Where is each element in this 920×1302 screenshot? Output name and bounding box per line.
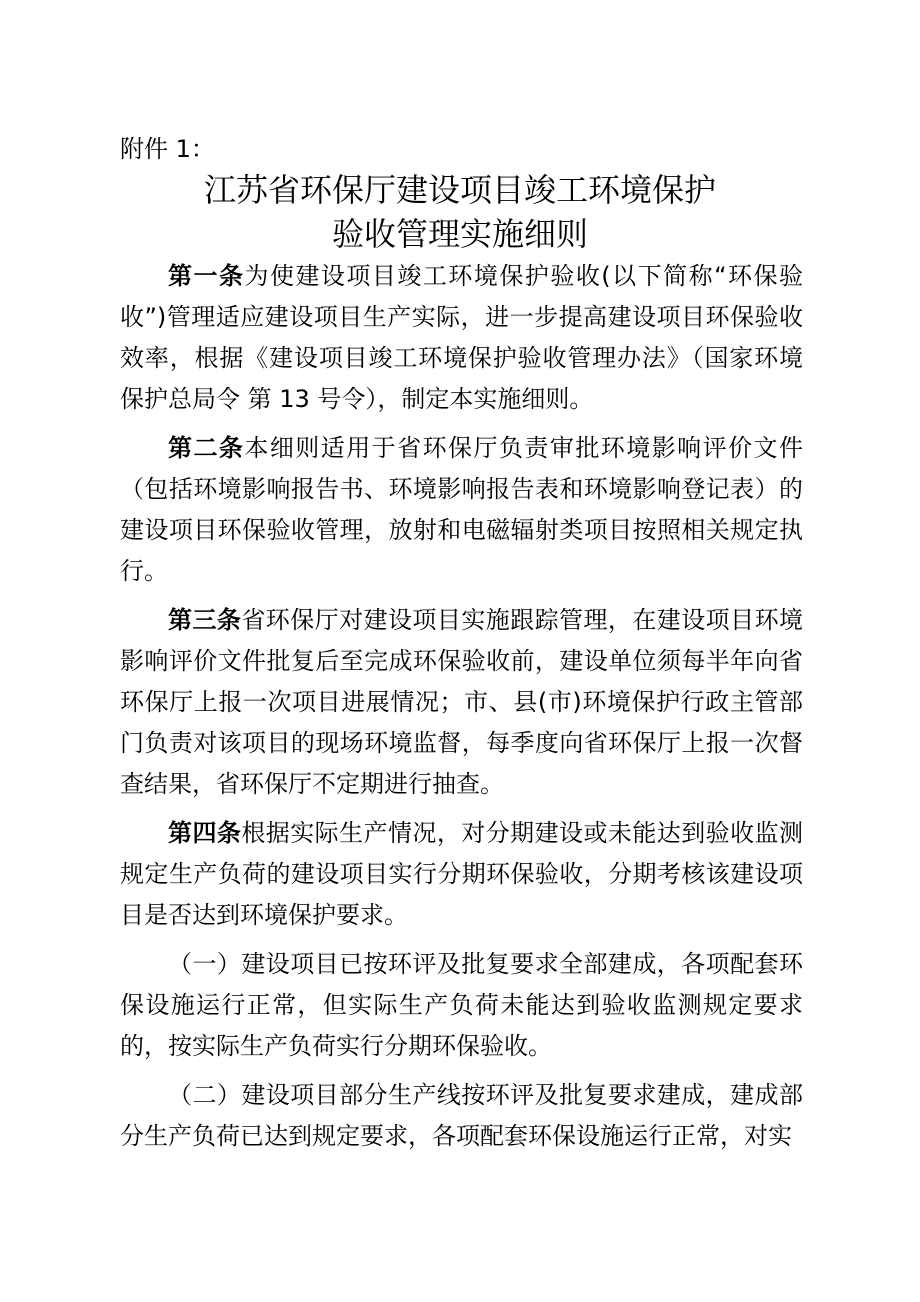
article-4-text: 根据实际生产情况，对分期建设或未能达到验收监测规定生产负荷的建设项目实行分期环保验收，分期考核该建设项目是否达到环境保护要求。 <box>120 819 804 929</box>
article-2-paragraph <box>120 428 803 592</box>
document-body <box>120 256 803 1165</box>
article-2-text: 本细则适用于省环保厅负责审批环境影响评价文件（包括环境影响报告书、环境影响报告表和环境影响登记表）的建设项目环保验收管理，放射和电磁辐射类项目按照相关规定执行。 <box>120 434 803 585</box>
item-2-text: （二）建设项目部分生产线按环评及批复要求建成，建成部分生产负荷已达到规定要求，各项配套环保设施运行正常，对实 <box>120 1081 803 1150</box>
document-title-line-2: 验收管理实施细则 <box>331 215 588 253</box>
article-1-paragraph <box>120 256 803 420</box>
item-1-text: （一）建设项目已按环评及批复要求全部建成，各项配套环保设施运行正常，但实际生产负荷未能达到验收监测规定要求的，按实际生产负荷实行分期环保验收。 <box>120 950 803 1060</box>
article-3-heading: 第三条 <box>168 606 242 634</box>
item-1-paragraph <box>120 944 803 1067</box>
article-2-heading: 第二条 <box>168 434 245 462</box>
document-title-line-1: 江苏省环保厅建设项目竣工环境保护 <box>203 171 716 209</box>
article-1-heading: 第一条 <box>168 262 245 290</box>
attachment-label: 附件 1： <box>120 135 215 163</box>
article-4-heading: 第四条 <box>168 819 242 847</box>
article-4-paragraph <box>120 813 803 936</box>
article-3-paragraph <box>120 600 803 805</box>
article-1-text: 为使建设项目竣工环境保护验收(以下简称“环保验收”)管理适应建设项目生产实际，进一步提高建设项目环保验收效率，根据《建设项目竣工环境保护验收管理办法》（国家环境保护总局令 第 13 号令），制定本实施细则。 <box>120 262 804 413</box>
article-3-text: 省环保厅对建设项目实施跟踪管理，在建设项目环境影响评价文件批复后至完成环保验收前，建设单位须每半年向省环保厅上报一次项目进展情况；市、县(市)环境保护行政主管部门负责对该项目的现场环境监督，每季度向省环保厅上报一次督查结果，省环保厅不定期进行抽查。 <box>120 606 804 798</box>
item-2-paragraph <box>120 1075 803 1157</box>
